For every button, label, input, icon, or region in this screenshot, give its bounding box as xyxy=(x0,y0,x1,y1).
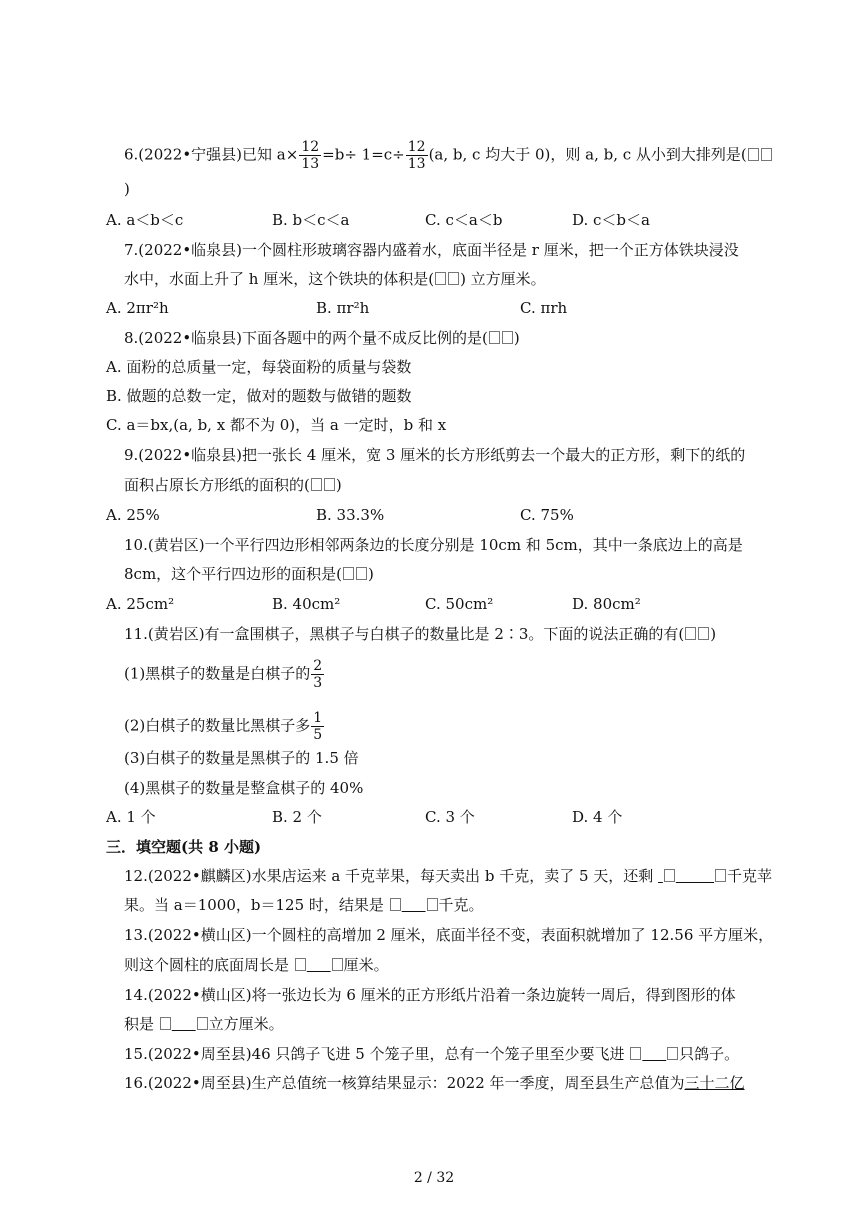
answer-box xyxy=(311,478,322,491)
answer-box xyxy=(427,898,438,911)
q8-line1: 8.(2022•临泉县)下面各题中的两个量不成反比例的是( ) xyxy=(124,329,520,347)
answer-box xyxy=(667,1047,678,1060)
answer-box xyxy=(160,1017,171,1030)
q7-option-a: A. 2πr²h xyxy=(106,299,169,317)
q10-option-d: D. 80cm² xyxy=(572,595,641,613)
answer-box xyxy=(343,567,354,580)
q6-fraction-2: $\frac{12}{13}$ xyxy=(407,139,426,172)
q6-option-b: B. b＜c＜a xyxy=(272,211,350,229)
q10-line2: 8cm，这个平行四边形的面积是( ) xyxy=(124,565,374,583)
q10-line1: 10.(黄岩区)一个平行四边形相邻两条边的长度分别是 10cm 和 5cm，其中一条底边上的高是 xyxy=(124,536,743,554)
q6-close: ) xyxy=(124,180,130,198)
q6-text-post: (a, b, c 均大于 0)，则 a, b, c 从小到大排列是( xyxy=(428,145,747,164)
q9-option-a: A. 25% xyxy=(106,506,160,524)
answer-blank xyxy=(294,955,344,975)
q11-option-c: C. 3 个 xyxy=(425,808,475,826)
section-heading: 三．填空题(共 8 小题) xyxy=(106,838,262,856)
q16-line1: 16.(2022•周至县)生产总值统一核算结果显示：2022 年一季度，周至县生产总值为三十二亿 xyxy=(124,1074,745,1092)
q10-option-c: C. 50cm² xyxy=(425,595,494,613)
q6-line1 xyxy=(124,139,773,172)
answer-box xyxy=(761,148,772,161)
q10-option-b: B. 40cm² xyxy=(272,595,341,613)
q11-statement-1: (1)黑棋子的数量是白棋子的 $\frac{2}{3}$ xyxy=(124,658,323,691)
fraction: $\frac{2}{3}$ xyxy=(313,658,323,691)
answer-box xyxy=(664,869,675,882)
answer-box xyxy=(295,958,306,971)
q11-statement-2: (2)白棋子的数量比黑棋子多 $\frac{1}{5}$ xyxy=(124,710,323,743)
q6-fraction-1: $\frac{12}{13}$ xyxy=(301,139,320,172)
underlined-text: 三十二亿 xyxy=(684,1074,745,1092)
answer-box xyxy=(324,478,335,491)
q7-option-b: B. πr²h xyxy=(316,299,370,317)
answer-box xyxy=(698,627,709,640)
answer-box xyxy=(332,958,343,971)
q9-line2: 面积占原长方形纸的面积的( ) xyxy=(124,476,342,494)
q8-option-b: B. 做题的总数一定，做对的题数与做错的题数 xyxy=(106,387,412,405)
q8-option-a: A. 面粉的总质量一定，每袋面粉的质量与袋数 xyxy=(106,358,412,376)
q11-option-b: B. 2 个 xyxy=(272,808,322,826)
page-number: 2 / 32 xyxy=(413,1170,455,1186)
q6-text-mid: =b÷ 1=c÷ xyxy=(322,145,405,164)
q6-option-a: A. a＜b＜c xyxy=(106,211,184,229)
q6-option-d: D. c＜b＜a xyxy=(572,211,650,229)
q11-statement-3: (3)白棋子的数量是黑棋子的 1.5 倍 xyxy=(124,749,359,767)
answer-blank xyxy=(629,1044,679,1064)
q12-line1: 12.(2022•麒麟区)水果店运来 a 千克苹果，每天卖出 b 千克，卖了 5 天，还剩 千克苹 xyxy=(124,867,773,885)
q12-line2: 果。当 a＝1000，b＝125 时，结果是 千克。 xyxy=(124,896,484,914)
answer-box xyxy=(435,272,446,285)
q6-text: 6.(2022•宁强县)已知 a× xyxy=(124,145,299,164)
q14-line1: 14.(2022•横山区)将一张边长为 6 厘米的正方形纸片沿着一条边旋转一周后，得到图形的体 xyxy=(124,986,736,1004)
q10-option-a: A. 25cm² xyxy=(106,595,175,613)
q9-option-c: C. 75% xyxy=(520,506,574,524)
answer-blank xyxy=(658,866,727,886)
q11-statement-4: (4)黑棋子的数量是整盒棋子的 40% xyxy=(124,779,364,797)
q9-line1: 9.(2022•临泉县)把一张长 4 厘米，宽 3 厘米的长方形纸剪去一个最大的正方形，剩下的纸的 xyxy=(124,446,746,464)
answer-box xyxy=(630,1047,641,1060)
answer-box xyxy=(685,627,696,640)
answer-box xyxy=(197,1017,208,1030)
answer-box xyxy=(715,869,726,882)
answer-box xyxy=(502,331,513,344)
q11-option-a: A. 1 个 xyxy=(106,808,156,826)
fraction: $\frac{1}{5}$ xyxy=(313,710,323,743)
answer-box xyxy=(448,272,459,285)
q7-line1: 7.(2022•临泉县)一个圆柱形玻璃容器内盛着水，底面半径是 r 厘米，把一个正方体铁块浸没 xyxy=(124,241,739,259)
answer-box xyxy=(748,148,759,161)
q7-option-c: C. πrh xyxy=(520,299,568,317)
answer-blank xyxy=(159,1014,209,1034)
q11-option-d: D. 4 个 xyxy=(572,808,623,826)
answer-blank xyxy=(389,895,439,915)
q8-option-c: C. a＝bx,(a, b, x 都不为 0)，当 a 一定时，b 和 x xyxy=(106,416,447,434)
q7-line2: 水中，水面上升了 h 厘米，这个铁块的体积是( ) 立方厘米。 xyxy=(124,270,546,288)
answer-box xyxy=(390,898,401,911)
answer-box xyxy=(356,567,367,580)
q13-line1: 13.(2022•横山区)一个圆柱的高增加 2 厘米，底面半径不变，表面积就增加了 12.56 平方厘米， xyxy=(124,926,774,944)
q11-line1: 11.(黄岩区)有一盒围棋子，黑棋子与白棋子的数量比是 2∶3。下面的说法正确的有( ) xyxy=(124,625,717,643)
q9-option-b: B. 33.3% xyxy=(316,506,385,524)
q6-option-c: C. c＜a＜b xyxy=(425,211,503,229)
answer-box xyxy=(489,331,500,344)
q13-line2: 则这个圆柱的底面周长是 厘米。 xyxy=(124,956,389,974)
q14-line2: 积是 立方厘米。 xyxy=(124,1015,284,1033)
q15-line1: 15.(2022•周至县)46 只鸽子飞进 5 个笼子里，总有一个笼子里至少要飞进 只鸽子。 xyxy=(124,1045,740,1063)
